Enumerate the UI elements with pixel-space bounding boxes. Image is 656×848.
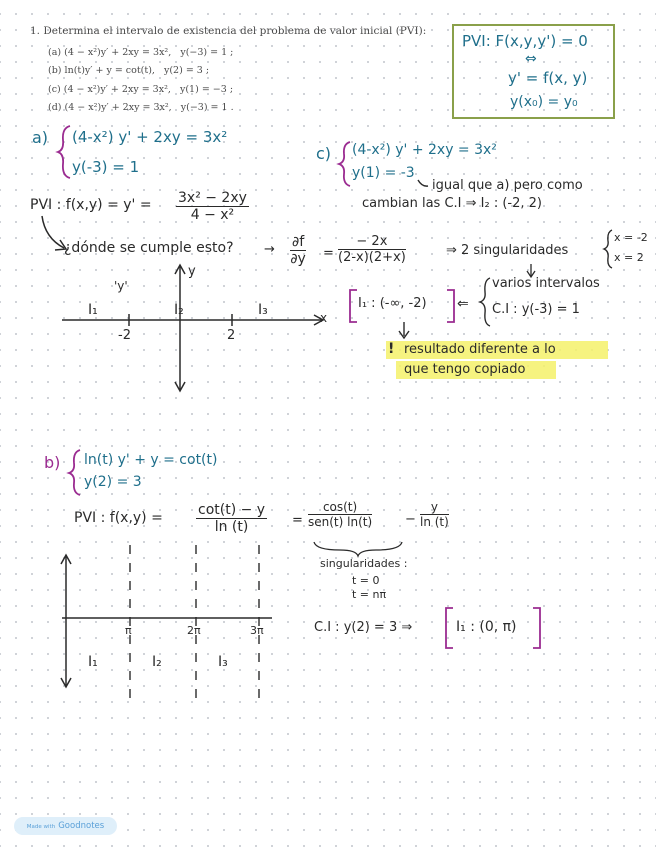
h-denominator: ln (t) [420, 515, 449, 529]
brace-intervals [480, 278, 490, 326]
item-label: (c) [48, 83, 61, 95]
item-initial-condition: y(2) = 3 ; [163, 65, 210, 77]
item-equation: (4 − x²)y′ + 2xy = 3x², [63, 83, 171, 95]
part-b-initial-condition: y(2) = 3 [84, 474, 142, 490]
a-result-arrow: ⇐ [457, 296, 469, 312]
brace-a [58, 126, 70, 178]
partial-rhs-denominator: (2-x)(2+x) [338, 250, 406, 265]
a-interval-1: I₁ [88, 302, 98, 318]
b-tick-2pi: 2π [187, 624, 201, 637]
bracket-left [350, 290, 357, 322]
item-label: (b) [48, 65, 62, 77]
part-b-minus: − [405, 512, 416, 527]
a-initial-condition-note: C.I : y(-3) = 1 [492, 302, 580, 317]
part-b-label: b) [44, 453, 61, 472]
partial-denominator: ∂y [290, 251, 306, 267]
fraction-denominator: 4 − x² [190, 207, 235, 223]
part-a-f-fraction [176, 190, 249, 223]
box-line-1: PVI: F(x,y,y') = 0 [462, 32, 588, 50]
brace-b [69, 450, 80, 495]
underbrace [314, 542, 402, 556]
a-y-axis-label: y [188, 264, 196, 279]
part-a-question: ¿dónde se cumple esto? [64, 240, 234, 256]
part-a-question-arrow: → [264, 242, 275, 257]
c-arrow [418, 180, 428, 186]
item-initial-condition: y(1) = −3 ; [179, 83, 234, 95]
b-interval-2: I₂ [152, 654, 162, 670]
a-result-interval: I₁ : (-∞, -2) [358, 296, 427, 311]
made-with-text: Made with [26, 824, 56, 830]
g-numerator: cos(t) [308, 500, 372, 515]
box-line-3: y(x₀) = y₀ [510, 94, 578, 110]
part-b-pvi: PVI : f(x,y) = [74, 510, 163, 526]
part-b-g-fraction [308, 500, 372, 529]
part-b-f-fraction [196, 502, 267, 535]
brace-singularities [604, 230, 612, 268]
part-c-label: c) [316, 144, 332, 163]
part-a-initial-condition: y(-3) = 1 [72, 158, 140, 176]
singularity-1: x = -2 [614, 231, 648, 244]
a-tick-label-2: 2 [227, 328, 236, 343]
item-label: (a) [48, 47, 62, 58]
a-yprime-note: 'y' [114, 279, 128, 293]
item-equation: ln(t)y′ + y = cot(t), [64, 65, 155, 77]
a-interval-2: I₂ [174, 302, 184, 318]
fraction-numerator: 3x² − 2xy [178, 190, 247, 206]
part-b-equation: ln(t) y' + y = cot(t) [84, 452, 218, 468]
partial-equals: = [323, 246, 334, 261]
b-tick-pi: π [125, 624, 132, 637]
singularidades-label: singularidades : [320, 557, 408, 570]
part-c-initial-condition: y(1) = -3 [352, 165, 415, 181]
item-label: (d) [48, 101, 62, 113]
bracket-left-b [446, 608, 453, 648]
item-initial-condition: y(−3) = 1 . [180, 101, 234, 113]
brace-c [339, 142, 350, 186]
singularity-t0: t = 0 [352, 574, 380, 587]
part-c-note-1: igual que a) pero como [432, 178, 583, 193]
goodnotes-badge[interactable] [14, 817, 117, 835]
b-interval-3: I₃ [218, 654, 228, 670]
partial-derivative [290, 234, 306, 267]
part-a-equation: (4-x²) y' + 2xy = 3x² [72, 128, 228, 146]
h-numerator: y [420, 500, 449, 515]
part-a-label: a) [32, 128, 49, 147]
curved-arrow [42, 216, 64, 248]
warning-line-1: resultado diferente a lo [404, 342, 556, 357]
partial-rhs-fraction [338, 234, 406, 265]
singularity-tnpi: t = nπ [352, 588, 387, 601]
partial-numerator: ∂f [292, 234, 305, 250]
singularities-count: ⇒ 2 singularidades [446, 243, 569, 258]
varios-intervalos: varios intervalos [492, 276, 600, 291]
a-x-axis-label: x [320, 311, 328, 325]
part-a-pvi: PVI : f(x,y) = y' = [30, 197, 152, 213]
b-result-interval: I₁ : (0, π) [456, 619, 517, 635]
part-b-h-fraction [420, 500, 449, 529]
a-interval-3: I₃ [258, 302, 268, 318]
singularity-2: x = 2 [614, 251, 644, 264]
a-tick-label-neg2: -2 [118, 328, 131, 343]
box-equivalence-arrow: ⇔ [525, 51, 537, 67]
part-c-note-2: cambian las C.I ⇒ I₂ : (-2, 2) [362, 196, 542, 211]
item-equation: (4 − x²)y′ + 2xy = 3x², [64, 101, 172, 113]
f-denominator: ln (t) [214, 519, 249, 535]
brand-text: Goodnotes [58, 821, 105, 831]
b-interval-1: I₁ [88, 654, 98, 670]
problem-title: 1. Determina el intervalo de existencia del problema de valor inicial (PVI): [30, 25, 427, 37]
warning-line-2: que tengo copiado [404, 362, 526, 377]
bracket-right-b [533, 608, 540, 648]
partial-rhs-numerator: − 2x [338, 234, 406, 250]
part-c-equation: (4-x²) y' + 2xy = 3x² [352, 142, 497, 158]
item-initial-condition: y(−3) = 1 ; [180, 47, 234, 58]
box-line-2: y' = f(x, y) [508, 69, 588, 87]
b-tick-3pi: 3π [250, 624, 264, 637]
part-b-equals: = [292, 513, 303, 528]
bracket-right [447, 290, 454, 322]
b-initial-condition-note: C.I : y(2) = 3 ⇒ [314, 620, 413, 635]
item-equation: (4 − x²)y′ + 2xy = 3x², [64, 47, 172, 58]
warning-mark: ! [388, 341, 395, 357]
g-denominator: sen(t) ln(t) [308, 515, 373, 529]
f-numerator: cot(t) − y [198, 502, 266, 518]
